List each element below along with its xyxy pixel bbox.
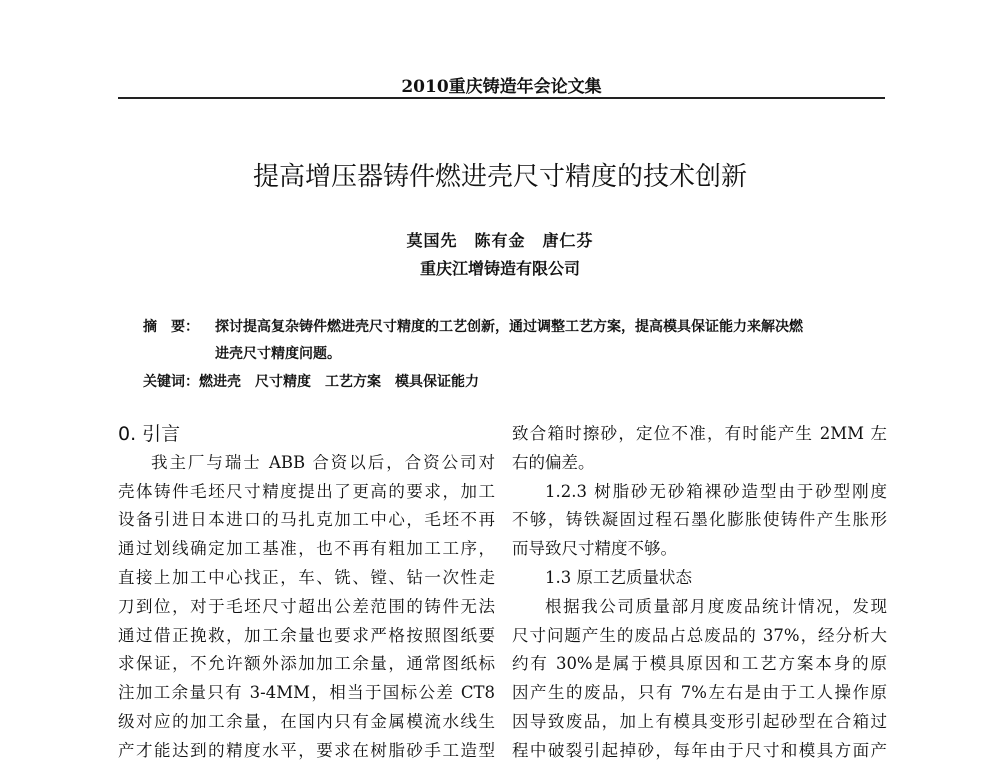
text-line: 不够，铸铁凝固过程石墨化膨胀使铸件产生胀形 [512,510,887,530]
abstract [143,316,803,336]
text-line: 程中破裂引起掉砂，每年由于尺寸和模具方面产 [512,740,887,760]
abstract-line: 探讨提高复杂铸件燃进壳尺寸精度的工艺创新，通过调整工艺方案，提高模具保证能力来解决燃 [215,319,803,335]
text-line: 通过借正挽救，加工余量也要求严格按照图纸要 [118,625,495,645]
text-line: 设备引进日本进口的马扎克加工中心，毛坯不再 [118,510,495,530]
keyword: 尺寸精度 [255,374,311,390]
text-line: 根据我公司质量部月度废品统计情况，发现 [545,596,887,616]
text-line: 壳体铸件毛坯尺寸精度提出了更高的要求，加工 [118,481,495,501]
text-line: 直接上加工中心找正，车、铣、镗、钻一次性走 [118,567,495,587]
keywords-label: 关键词： [143,374,199,390]
text-line: 因导致废品，加上有模具变形引起砂型在合箱过 [512,711,887,731]
left-column [118,420,495,766]
keyword: 燃进壳 [199,374,241,390]
abstract-line: 进壳尺寸精度问题。 [215,346,341,362]
subsection-line: 1.2.3 树脂砂无砂箱裸砂造型由于砂型刚度 [545,481,887,501]
running-header: 2010重庆铸造年会论文集 [401,77,602,97]
text-line: 注加工余量只有 3-4MM，相当于国标公差 CT8 [118,683,495,703]
paper-title: 提高增压器铸件燃进壳尺寸精度的技术创新 [252,162,747,192]
section-heading: 0. 引言 [118,423,181,445]
header-rule [118,97,885,99]
text-line: 右的偏差。 [512,452,595,472]
authors: 莫国先 陈有金 唐仁芬 [406,231,594,250]
affiliation: 重庆江增铸造有限公司 [419,259,580,278]
text-line: 而导致尺寸精度不够。 [512,539,677,559]
text-line: 约有 30%是属于模具原因和工艺方案本身的原 [512,654,887,674]
subsection-heading: 1.3 原工艺质量状态 [545,567,692,587]
keyword: 模具保证能力 [395,374,479,390]
text-line: 级对应的加工余量，在国内只有金属模流水线生 [118,711,495,731]
text-line: 产才能达到的精度水平，要求在树脂砂手工造型 [118,740,495,760]
right-column [512,420,887,766]
keyword: 工艺方案 [325,374,381,390]
text-line: 刀到位，对于毛坯尺寸超出公差范围的铸件无法 [118,596,495,616]
text-line: 因产生的废品，只有 7%左右是由于工人操作原 [512,683,887,703]
text-line: 求保证，不允许额外添加加工余量，通常图纸标 [118,654,495,674]
keywords [143,371,493,391]
text-line: 我主厂与瑞士 ABB 合资以后，合资公司对 [151,452,495,472]
text-line: 通过划线确定加工基准，也不再有粗加工工序， [118,539,495,559]
text-line: 尺寸问题产生的废品占总废品的 37%，经分析大 [512,625,887,645]
text-line: 致合箱时擦砂，定位不准，有时能产生 2MM 左 [512,424,887,443]
abstract-label: 摘 要： [143,319,199,335]
